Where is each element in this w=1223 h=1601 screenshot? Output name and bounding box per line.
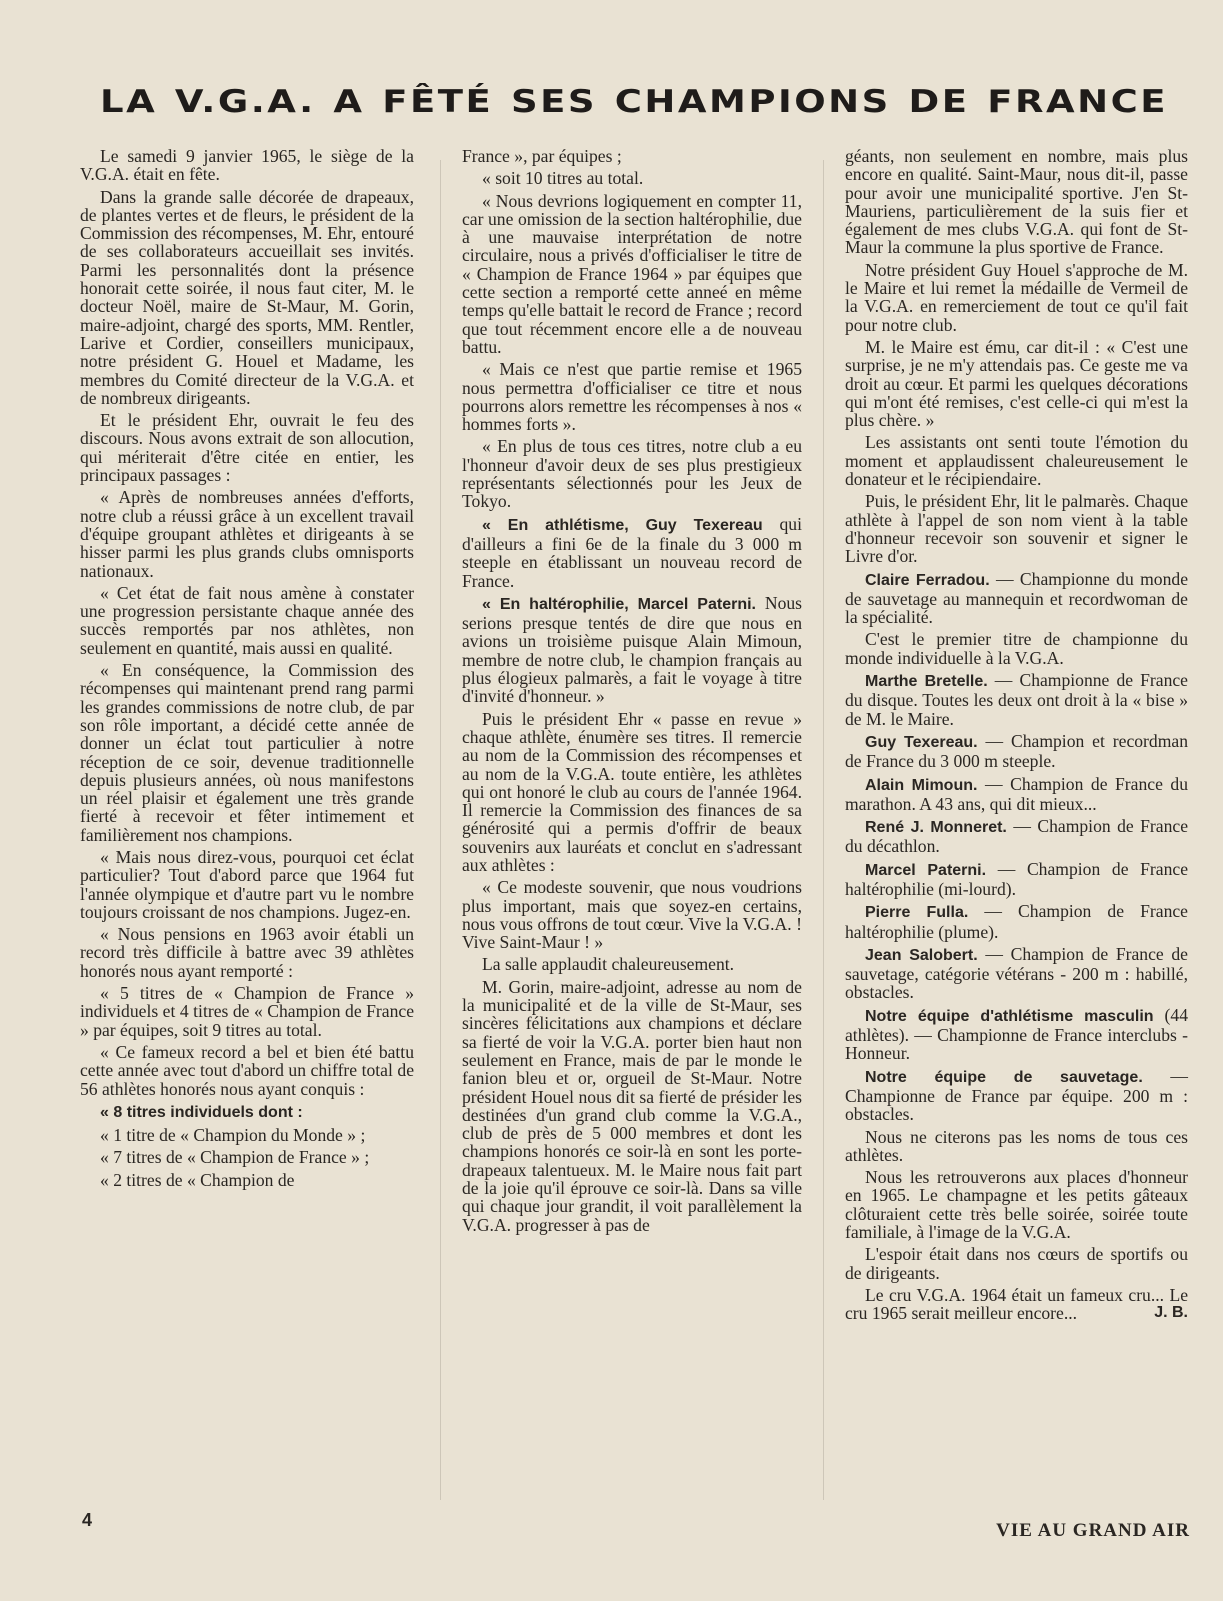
paragraph-text: « 1 titre de « Champion du Monde » ; [100,1125,366,1146]
article-paragraph [462,710,802,875]
paragraph-text: (44 athlètes). — Championne de France interclubs - Honneur. [845,1004,1188,1064]
article-paragraph [80,147,414,184]
paragraph-text: — Champion et recordman de France du 3 000 m steeple. [845,730,1188,772]
article-paragraph [845,433,1188,488]
article-paragraph [80,925,414,980]
paragraph-lead: Pierre Fulla. [865,904,969,922]
paragraph-text: Le cru V.G.A. 1964 était un fameux cru... Le cru 1965 serait meilleur encore... [845,1284,1188,1324]
paragraph-lead: « 8 titres individuels dont : [100,1103,303,1121]
article-paragraph [80,488,414,579]
paragraph-text: La salle applaudit chaleureusement. [482,954,735,975]
paragraph-text: « soit 10 titres au total. [482,168,644,189]
article-paragraph [845,1067,1188,1124]
article-paragraph [462,515,802,590]
paragraph-text: Nous les retrouverons aux places d'honneur en 1965. Le champagne et les petits gâteaux clôturaient cette très belle soirée, soirée toute familiale, à l'image de la V.G.A. [845,1167,1188,1243]
column-rule [440,160,441,1500]
article-paragraph [462,978,802,1234]
paragraph-lead: Notre équipe de sauvetage. [865,1068,1143,1086]
paragraph-text: Puis le président Ehr « passe en revue » chaque athlète, énumère ses titres. Il remercie au nom de la Commission des récompenses et au nom de la V.G.A. toute entière, les athlètes qui ont honoré le club au cours de l'année 1964. Il remercie la Commission des finances de sa générosité qui a permis d'offrir de beaux souvenirs aux lauréats et conclut en s'adressant aux athlètes : [462,708,802,875]
article-paragraph [80,1171,414,1189]
paragraph-text: géants, non seulement en nombre, mais plus encore en qualité. Saint-Maur, nous dit-il, passe pour avoir une municipalité sportive. J'en St-Mauriens, particulièrement de la suis fier et également de mes clubs V.G.A. qui font de St-Maur la commune la plus sportive de France. [845,146,1188,258]
paragraph-text: Les assistants ont senti toute l'émotion du moment et applaudissent chaleureusement le donateur et le récipiendaire. [845,432,1188,490]
paragraph-text: « Après de nombreuses années d'efforts, notre club a réussi grâce à un excellent travail d'équipe groupant athlètes et dirigeants à se hisser parmi les plus grands clubs omnisports nationaux. [80,487,414,581]
article-column-3 [845,147,1188,1323]
article-paragraph [845,1006,1188,1063]
article-paragraph [845,945,1188,1002]
article-paragraph [462,437,802,510]
author-signature: J. B. [1154,1304,1188,1322]
paragraph-text: C'est le premier titre de championne du monde individuelle à la V.G.A. [845,629,1188,668]
article-paragraph [462,192,802,357]
article-column-1 [80,147,414,1189]
paragraph-text: « En plus de tous ces titres, notre club a eu l'honneur d'avoir deux de ses plus prestigieux représentants sélectionnés pour les Jeux de Tokyo. [462,436,802,512]
paragraph-text: Et le président Ehr, ouvrait le feu des discours. Nous avons extrait de son allocution, qui mériterait d'être citée en entier, les principaux passages : [80,410,414,486]
paragraph-text: — Champion de France haltérophilie (plume). [845,901,1188,942]
paragraph-lead: « En athlétisme, Guy Texereau [482,516,763,534]
article-paragraph [462,594,802,706]
paragraph-text: « 2 titres de « Champion de [100,1169,295,1190]
paragraph-text: Notre président Guy Houel s'approche de M. le Maire et lui remet la médaille de Vermeil de la V.G.A. en remerciement de tout ce qu'il fait pour notre club. [845,259,1188,335]
article-paragraph [80,984,414,1039]
paragraph-text: « 7 titres de « Champion de France » ; [100,1147,370,1168]
paragraph-text: — Championne de France du disque. Toutes les deux ont droit à la « bise » de M. le Maire. [845,670,1188,729]
article-paragraph [80,661,414,844]
paragraph-text: « Nous devrions logiquement en compter 11, car une omission de la section haltérophilie, due à une mauvaise interprétation de notre circulaire, nous a privés d'officialiser le titre de « Champion de France 1964 » par équipes que cette section a remporté cette anneé en même temps qu'elle battait le record de France ; record que tout récemment encore elle a de nouveau battu. [462,190,802,357]
article-paragraph [845,630,1188,667]
paragraph-lead: Claire Ferradou. [865,571,990,589]
paragraph-text: « Mais ce n'est que partie remise et 1965 nous permettra d'officialiser ce titre et nous pourrons alors remettre les récompenses à nos « hommes forts ». [462,359,802,435]
article-paragraph [462,360,802,433]
article-paragraph [845,338,1188,429]
paragraph-text: M. le Maire est ému, car dit-il : « C'est une surprise, je ne m'y attendais pas. Ce geste me va droit au cœur. Et parmi les quelques décorations qui m'ont été remises, c'est celle-ci qui m'est la plus chère. » [845,336,1188,431]
article-paragraph [80,1148,414,1166]
article-paragraph [462,878,802,951]
paragraph-text: — Champion de France haltérophilie (mi-lourd). [845,858,1189,899]
paragraph-text: — Champion de France du décathlon. [845,816,1189,857]
paragraph-text: Nous ne citerons pas les noms de tous ces athlètes. [845,1126,1188,1165]
article-paragraph [845,147,1188,257]
article-paragraph [845,1128,1188,1165]
article-paragraph [80,1126,414,1144]
magazine-name: VIE AU GRAND AIR [996,1520,1190,1541]
paragraph-text: — Champion de France de sauvetage, catégorie vétérans - 200 m : habillé, obstacles. [845,943,1188,1003]
paragraph-text: « Ce modeste souvenir, que nous voudrions plus important, mais que soyez-en certains, nous vous offrons de tout cœur. Vive la V.G.A. ! Vive Saint-Maur ! » [462,877,802,953]
article-paragraph [845,671,1188,728]
paragraph-lead: Jean Salobert. [865,946,978,964]
paragraph-lead: Guy Texereau. [865,733,978,751]
paragraph-text: « Mais nous direz-vous, pourquoi cet éclat particulier? Tout d'abord parce que 1964 fut l'année olympique et d'autre part vu le nombre toujours croissant de nos champions. Jugez-en. [80,846,414,922]
article-paragraph [845,732,1188,771]
paragraph-text: Nous serions presque tentés de dire que nous en avions un troisième puisque Alain Mimoun, membre de notre club, le champion français au plus élogieux palmarès, a fait le voyage à titre d'invité d'honneur. » [462,592,803,707]
article-paragraph [462,147,802,165]
paragraph-lead: « En haltérophilie, Marcel Paterni. [482,595,756,613]
paragraph-text: « Ce fameux record a bel et bien été battu cette année avec tout d'abord un chiffre total de 56 athlètes honorés nous ayant conquis : [80,1041,414,1099]
article-paragraph [845,817,1188,856]
article-paragraph [80,1102,414,1122]
article-paragraph [80,188,414,408]
paragraph-text: « 5 titres de « Champion de France » individuels et 4 titres de « Champion de France » par équipes, soit 9 titres au total. [80,983,414,1040]
paragraph-text: M. Gorin, maire-adjoint, adresse au nom de la municipalité et de la ville de St-Maur, ses sincères félicitations aux champions et déclare sa fierté de voir la V.G.A. porter bien haut non seulement en France, mais de par le monde le fanion bleu et or, orgueil de St-Maur. Notre président Houel nous dit sa fierté de présider les destinées d'un grand club comme la V.G.A., club de près de 5 000 membres et dont les champions honorés ce soir-là en sont les porte-drapeaux talentueux. M. le Maire nous fait part de la joie qu'il éprouve ce soir-là. Dans sa ville qui chaque jour grandit, il voit parallèlement la V.G.A. progresser à pas de [462,976,802,1235]
article-paragraph [845,570,1188,627]
paragraph-text: Puis, le président Ehr, lit le palmarès. Chaque athlète à l'appel de son nom vient à la table d'honneur recevoir son souvenir et signer le Livre d'or. [845,491,1188,567]
paragraph-lead: Notre équipe d'athlétisme masculin [865,1007,1154,1025]
article-paragraph [845,902,1188,941]
paragraph-lead: Marcel Paterni. [865,861,987,879]
page-number: 4 [82,1510,93,1530]
article-paragraph [845,860,1188,899]
paragraph-lead: René J. Monneret. [865,819,1007,837]
paragraph-text: — Champion de France du marathon. A 43 ans, qui dit mieux... [845,773,1188,814]
article-paragraph [80,411,414,484]
article-paragraph [845,1168,1188,1241]
paragraph-lead: Alain Mimoun. [865,776,978,794]
paragraph-lead: Marthe Bretelle. [865,673,988,691]
article-paragraph [80,1043,414,1098]
article-paragraph [80,584,414,657]
headline: LA V.G.A. A FÊTÉ SES CHAMPIONS DE FRANCE [100,83,1168,120]
article-column-2 [462,147,802,1234]
article-paragraph [845,261,1188,334]
article-paragraph [462,955,802,973]
paragraph-text: Le samedi 9 janvier 1965, le siège de la V.G.A. était en fête. [80,146,414,185]
paragraph-text: France », par équipes ; [462,146,622,166]
paragraph-text: L'espoir était dans nos cœurs de sportifs ou de dirigeants. [845,1244,1188,1283]
article-paragraph [462,169,802,187]
article-paragraph [80,848,414,921]
paragraph-text: Dans la grande salle décorée de drapeaux, de plantes vertes et de fleurs, le président de la Commission des récompenses, M. Ehr, entouré de ses collaborateurs accueillait ses invités. Parmi les personnalités dont la présence honorait cette soirée, il nous faut citer, M. le docteur Noël, maire de St-Maur, M. Gorin, maire-adjoint, chargé des sports, MM. Rentler, Larive et Cordier, conseillers municipaux, notre président G. Houel et Madame, les membres du Comité directeur de la V.G.A. et de nombreux dirigeants. [80,186,414,408]
column-rule [823,160,824,1500]
paragraph-text: qui d'ailleurs a fini 6e de la finale du 3 000 m steeple en établissant un nouveau record de France. [462,513,802,591]
article-paragraph [845,1245,1188,1282]
paragraph-text: « Cet état de fait nous amène à constater une progression persistante chaque année des succès remportés par nos athlètes, non seulement en quantité, mais aussi en qualité. [80,582,414,658]
article-paragraph [845,492,1188,565]
paragraph-text: « Nous pensions en 1963 avoir établi un record très difficile à battre avec 39 athlètes honorés nous ayant remporté : [80,924,414,981]
article-paragraph [845,1286,1188,1323]
paragraph-text: — Championne du monde de sauvetage au mannequin et recordwoman de la spécialité. [845,568,1189,628]
paragraph-text: « En conséquence, la Commission des récompenses qui maintenant prend rang parmi les grandes commissions de notre club, de par son rôle important, a décidé cette année de donner un éclat tout particulier à notre réception de ce soir, devenue traditionnelle depuis plusieurs années, où nous manifestons un réel plaisir et également une très grande fierté à recevoir et fêter intimement et familièrement nos champions. [80,660,414,845]
paragraph-text: — Championne de France par équipe. 200 m : obstacles. [845,1065,1188,1125]
article-paragraph [845,775,1188,814]
